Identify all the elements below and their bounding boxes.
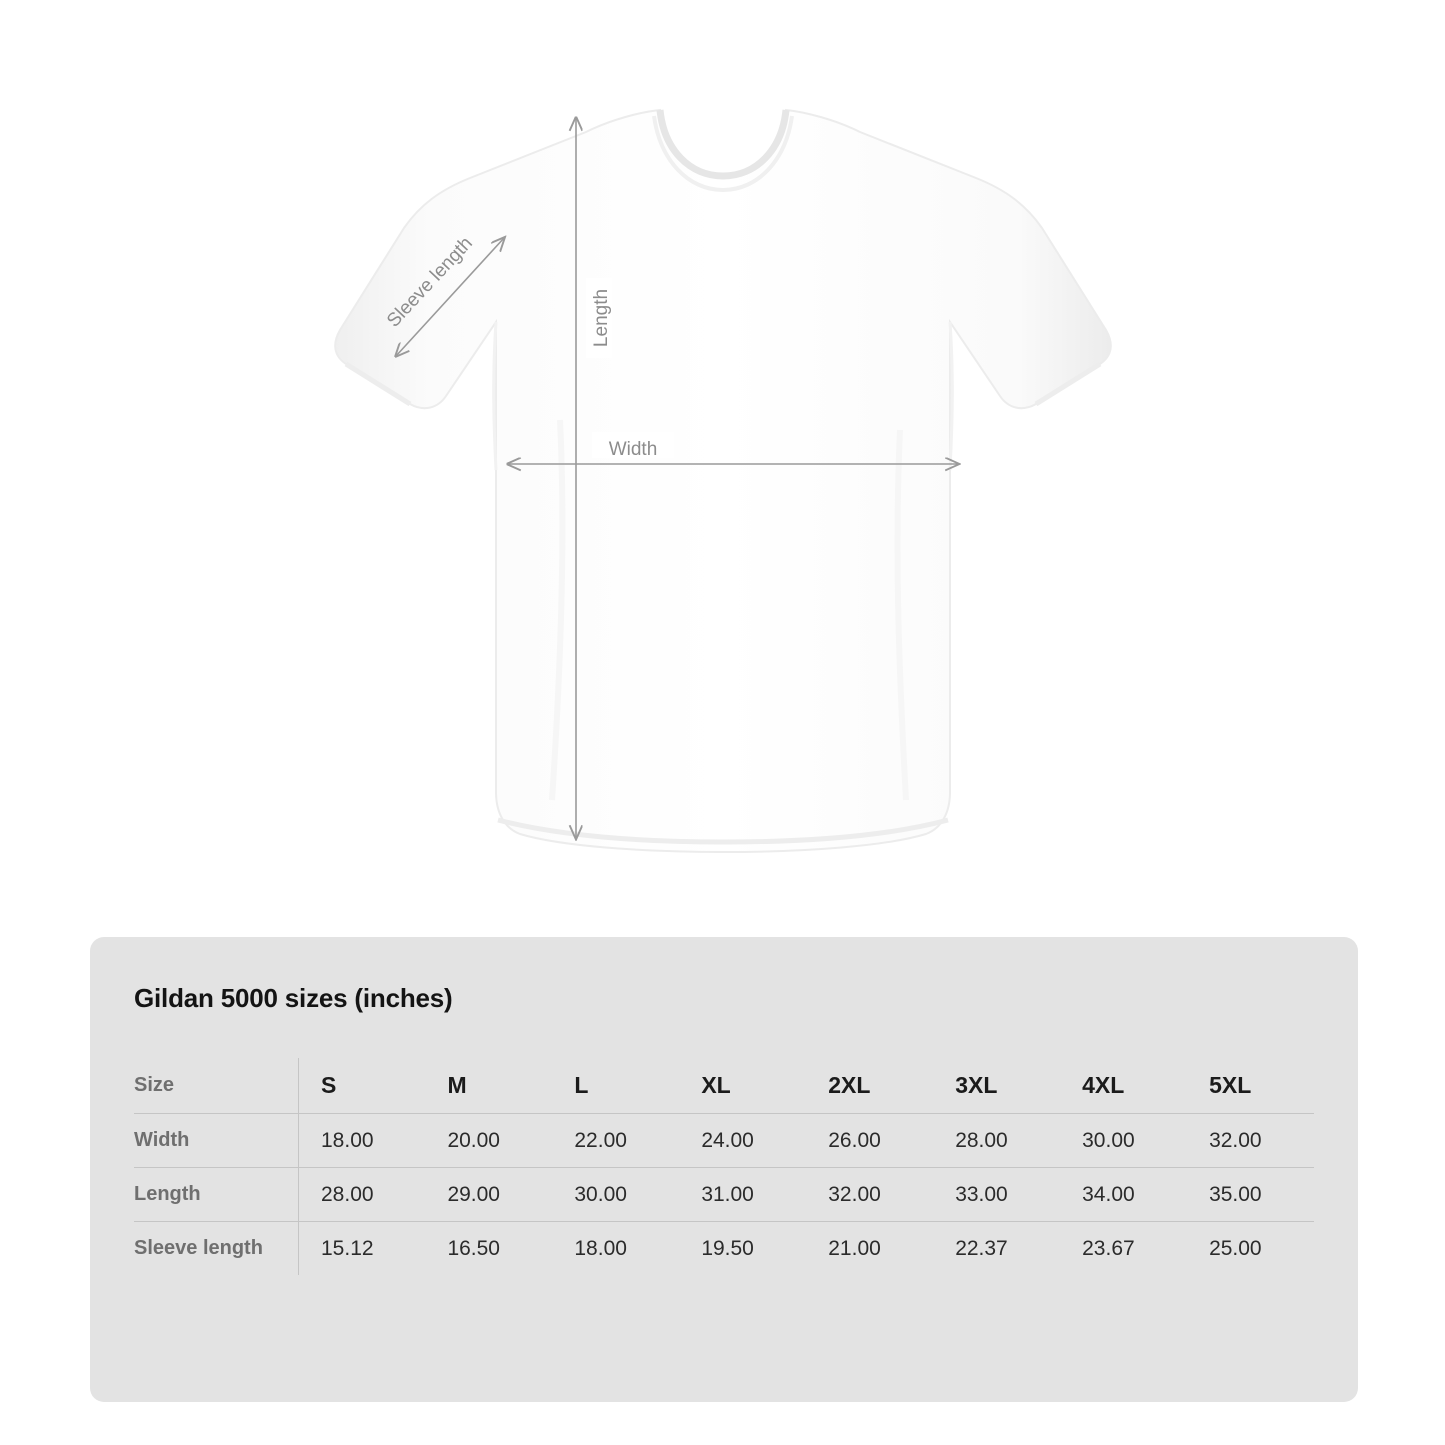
column-header-s: S — [321, 1072, 337, 1098]
width-3xl: 28.00 — [933, 1114, 1060, 1168]
length-5xl: 35.00 — [1209, 1182, 1262, 1206]
length-3xl: 33.00 — [955, 1182, 1008, 1206]
row-label-width: Width — [134, 1114, 299, 1168]
table-header-row — [134, 1058, 1314, 1114]
size-table-body — [134, 1114, 1314, 1276]
row-label-length: Length — [134, 1168, 299, 1222]
column-header-m: M — [447, 1072, 467, 1098]
width-4xl: 30.00 — [1060, 1114, 1187, 1168]
sleeve-2xl: 21.00 — [828, 1236, 881, 1260]
length-label: Length — [591, 288, 612, 348]
column-header-l: L — [574, 1072, 589, 1098]
length-s: 28.00 — [321, 1182, 374, 1206]
column-header-xl: XL — [701, 1072, 731, 1098]
column-header-5xl: 5XL — [1209, 1072, 1252, 1098]
table-row — [134, 1114, 1314, 1168]
width-m: 20.00 — [425, 1114, 552, 1168]
width-5xl: 32.00 — [1187, 1114, 1314, 1168]
size-chart-title: Gildan 5000 sizes (inches) — [134, 983, 453, 1013]
sleeve-m: 16.50 — [447, 1236, 500, 1260]
width-s: 18.00 — [299, 1114, 426, 1168]
tshirt-shape — [335, 110, 1111, 852]
size-table-head — [134, 1058, 1314, 1114]
table-row — [134, 1168, 1314, 1222]
length-2xl: 32.00 — [828, 1182, 881, 1206]
sleeve-5xl: 25.00 — [1209, 1236, 1262, 1260]
length-4xl: 34.00 — [1082, 1182, 1135, 1206]
sleeve-l: 18.00 — [574, 1236, 627, 1260]
size-table — [134, 1058, 1314, 1275]
sleeve-s: 15.12 — [321, 1236, 374, 1260]
sleeve-xl: 19.50 — [701, 1236, 754, 1260]
width-label: Width — [608, 439, 658, 460]
width-xl: 24.00 — [679, 1114, 806, 1168]
sleeve-3xl: 22.37 — [955, 1236, 1008, 1260]
column-header-3xl: 3XL — [955, 1072, 998, 1098]
column-header-size: Size — [134, 1058, 299, 1114]
length-xl: 31.00 — [701, 1182, 754, 1206]
width-l: 22.00 — [552, 1114, 679, 1168]
table-row — [134, 1222, 1314, 1276]
sleeve-length-label: Sleeve length — [383, 232, 477, 332]
column-header-2xl: 2XL — [828, 1072, 871, 1098]
row-label-sleeve-length: Sleeve length — [134, 1222, 299, 1276]
length-l: 30.00 — [574, 1182, 627, 1206]
width-2xl: 26.00 — [806, 1114, 933, 1168]
sleeve-4xl: 23.67 — [1082, 1236, 1135, 1260]
column-header-4xl: 4XL — [1082, 1072, 1125, 1098]
size-chart-card — [90, 937, 1358, 1402]
length-m: 29.00 — [447, 1182, 500, 1206]
